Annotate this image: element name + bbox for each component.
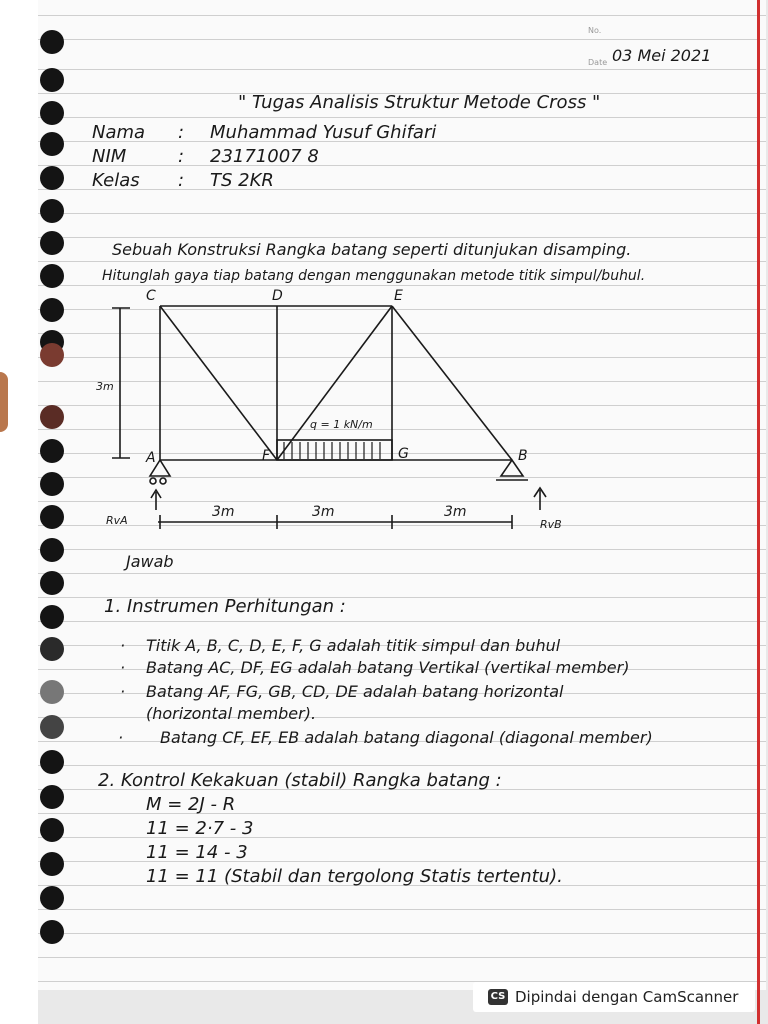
date-value: 03 Mei 2021	[612, 46, 712, 65]
span-label-3: 3m	[444, 504, 467, 520]
bullet-icon: ·	[120, 658, 126, 677]
member-EB	[392, 306, 512, 460]
node-label-B: B	[518, 448, 528, 464]
camscanner-text: Dipindai dengan CamScanner	[515, 988, 739, 1006]
load-label: q = 1 kN/m	[310, 418, 373, 431]
bullet-icon: ·	[120, 682, 126, 701]
support-A-roller	[160, 478, 166, 484]
identity-value-name: Muhammad Yusuf Ghifari	[210, 122, 437, 143]
identity-value-class: TS 2KR	[210, 170, 274, 191]
reaction-label-A: RvA	[106, 514, 128, 527]
formula-line: 11 = 11 (Stabil dan tergolong Statis tertentu).	[146, 866, 563, 887]
section1-item: Batang AC, DF, EG adalah batang Vertikal (vertikal member)	[146, 658, 630, 677]
problem-line-2: Hitunglah gaya tiap batang dengan menggunakan metode titik simpul/buhul.	[102, 268, 646, 284]
section1-item: (horizontal member).	[146, 704, 317, 723]
problem-line-1: Sebuah Konstruksi Rangka batang seperti ditunjukan disamping.	[112, 240, 632, 259]
section1-title: 1. Instrumen Perhitungan :	[104, 596, 346, 617]
node-label-F: F	[262, 448, 271, 464]
camscanner-watermark	[473, 982, 755, 1012]
node-label-E: E	[394, 288, 403, 304]
span-label-2: 3m	[312, 504, 335, 520]
support-A-roller	[150, 478, 156, 484]
section2-title: 2. Kontrol Kekakuan (stabil) Rangka batang :	[98, 770, 502, 791]
section1-item: Titik A, B, C, D, E, F, G adalah titik simpul dan buhul	[146, 636, 561, 655]
distributed-load	[277, 440, 392, 460]
section1-item: Batang AF, FG, GB, CD, DE adalah batang horizontal	[146, 682, 564, 701]
date-label: Date	[588, 58, 608, 67]
node-label-C: C	[146, 288, 156, 304]
identity-sep: :	[178, 146, 185, 167]
section1-item: Batang CF, EF, EB adalah batang diagonal (diagonal member)	[160, 728, 653, 747]
bullet-icon: ·	[120, 636, 126, 655]
load-arrows	[284, 442, 380, 459]
reaction-label-B: RvB	[540, 518, 562, 531]
span-label-1: 3m	[212, 504, 235, 520]
member-EF	[277, 306, 392, 460]
identity-value-nim: 23171007 8	[210, 146, 319, 167]
node-label-G: G	[398, 446, 409, 462]
answer-heading: Jawab	[126, 552, 174, 571]
camscanner-icon: CS	[488, 989, 508, 1005]
formula-line: M = 2J - R	[146, 794, 236, 815]
node-label-A: A	[146, 450, 156, 466]
identity-label-name: Nama	[92, 122, 146, 143]
node-label-D: D	[272, 288, 283, 304]
height-label: 3m	[96, 380, 114, 393]
identity-sep: :	[178, 122, 185, 143]
identity-label-class: Kelas	[92, 170, 140, 191]
formula-line: 11 = 2·7 - 3	[146, 818, 254, 839]
bullet-icon: ·	[118, 728, 124, 747]
page-title: " Tugas Analisis Struktur Metode Cross "	[238, 92, 601, 113]
identity-label-nim: NIM	[92, 146, 127, 167]
formula-line: 11 = 14 - 3	[146, 842, 248, 863]
member-CF	[160, 306, 277, 460]
no-label: No.	[588, 26, 602, 35]
identity-sep: :	[178, 170, 185, 191]
